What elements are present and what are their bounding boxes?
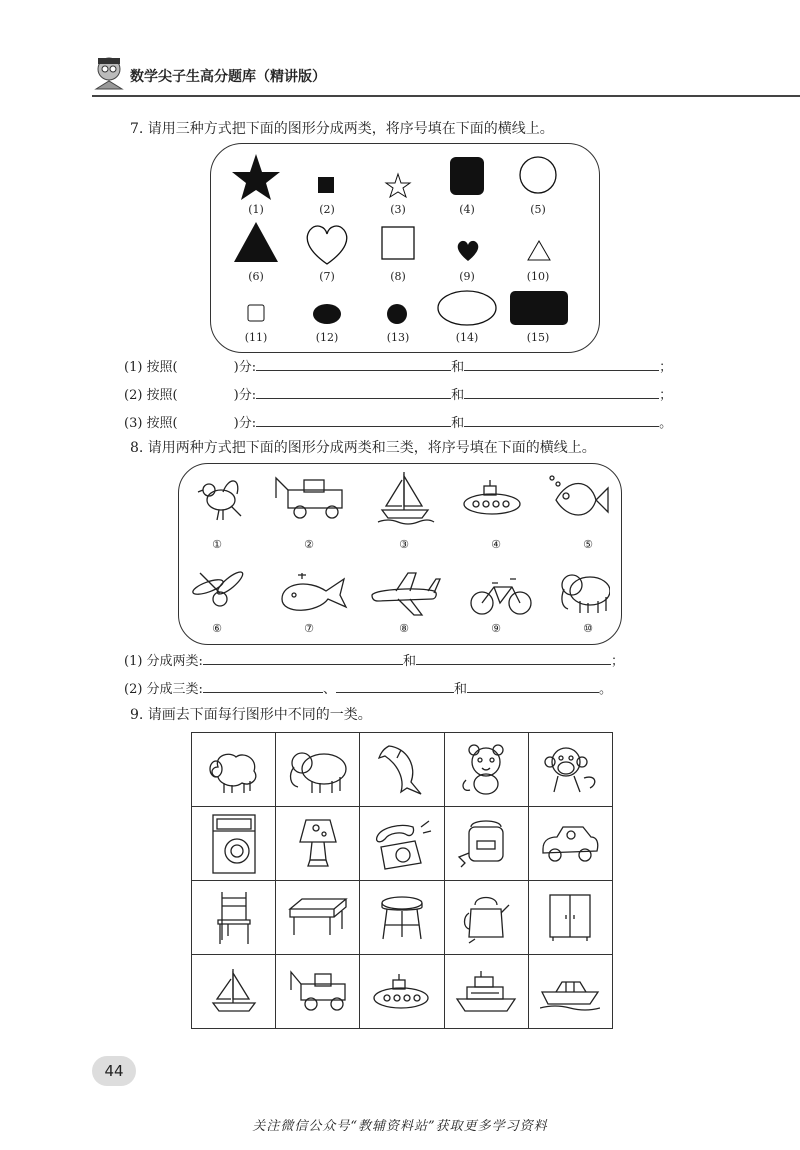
q7-label-11: (11) bbox=[244, 331, 268, 344]
q9-cell[interactable] bbox=[444, 881, 528, 955]
square-large-rounded-icon bbox=[450, 157, 484, 195]
triangle-small-outline-icon bbox=[528, 241, 550, 260]
q9-cell[interactable] bbox=[276, 733, 360, 807]
q8-answer-1: (1) 分成两类: 和 ； bbox=[124, 650, 624, 669]
q8-label-8: ⑧ bbox=[399, 622, 409, 635]
q7-answer-2-blank-b[interactable] bbox=[464, 384, 659, 399]
sailboat-icon bbox=[378, 472, 434, 524]
q9-row-animals bbox=[192, 733, 613, 807]
q9-cell[interactable] bbox=[276, 881, 360, 955]
q8-row1-pictures bbox=[190, 470, 610, 526]
q9-cell[interactable] bbox=[360, 807, 444, 881]
q7-label-12: (12) bbox=[315, 331, 339, 344]
q9-row-appliances bbox=[192, 807, 613, 881]
table-icon bbox=[286, 895, 350, 941]
q9-row-vehicles bbox=[192, 955, 613, 1029]
chair-icon bbox=[214, 890, 254, 946]
oval-small-icon bbox=[313, 304, 341, 324]
q7-label-3: (3) bbox=[390, 203, 406, 216]
q9-picture-grid bbox=[191, 732, 613, 1029]
q8-row2-pictures bbox=[190, 565, 610, 617]
q7-answer-2-blank-a[interactable] bbox=[256, 384, 451, 399]
q7-label-15: (15) bbox=[526, 331, 550, 344]
square-small-icon bbox=[318, 177, 334, 193]
q7-label-6: (6) bbox=[248, 270, 264, 283]
q9-cell[interactable] bbox=[444, 807, 528, 881]
q8-label-7: ⑦ bbox=[304, 622, 314, 635]
q8-label-5: ⑤ bbox=[583, 538, 593, 551]
q7-row2-shapes bbox=[230, 220, 570, 266]
q7-row1-shapes bbox=[230, 152, 570, 202]
telephone-icon bbox=[371, 817, 433, 871]
q8-prompt: 8. 请用两种方式把下面的图形分成两类和三类，将序号填在下面的横线上。 bbox=[130, 440, 596, 456]
mascot-icon bbox=[92, 55, 126, 91]
tow-truck-icon bbox=[276, 478, 342, 518]
whale-icon bbox=[282, 573, 346, 610]
sheep-icon bbox=[204, 745, 264, 795]
q7-label-14: (14) bbox=[455, 331, 479, 344]
dragonfly-icon bbox=[191, 569, 245, 606]
fish-icon bbox=[550, 476, 608, 515]
bicycle-icon bbox=[471, 579, 531, 614]
circle-small-icon bbox=[387, 304, 407, 324]
q8-label-4: ④ bbox=[491, 538, 501, 551]
q9-cell[interactable] bbox=[528, 955, 612, 1029]
airplane-icon bbox=[372, 573, 440, 615]
q8-answer-2: (2) 分成三类: 、 和 。 bbox=[124, 678, 612, 697]
speedboat-icon bbox=[540, 972, 600, 1012]
kettle-icon bbox=[461, 891, 511, 945]
q9-cell[interactable] bbox=[360, 955, 444, 1029]
q9-cell[interactable] bbox=[192, 807, 276, 881]
q7-label-7: (7) bbox=[319, 270, 335, 283]
square-tiny-outline-icon bbox=[248, 305, 264, 321]
q8-label-10: ⑩ bbox=[583, 622, 593, 635]
q8-answer-1-blank-a[interactable] bbox=[203, 650, 403, 665]
q7-answer-1: (1) 按照( )分: 和 ； bbox=[124, 356, 672, 375]
q7-label-4: (4) bbox=[459, 203, 475, 216]
heart-small-icon bbox=[458, 241, 479, 261]
stool-icon bbox=[377, 893, 427, 943]
footer-note: 关注微信公众号“教辅资料站”获取更多学习资料 bbox=[252, 1119, 548, 1134]
q7-answer-3: (3) 按照( )分: 和 。 bbox=[124, 412, 672, 431]
q7-label-8: (8) bbox=[390, 270, 406, 283]
square-outline-icon bbox=[382, 227, 414, 259]
q7-prompt: 7. 请用三种方式把下面的图形分成两类，将序号填在下面的横线上。 bbox=[130, 121, 554, 137]
q9-cell[interactable] bbox=[192, 881, 276, 955]
dolphin-icon bbox=[377, 742, 427, 798]
q9-cell[interactable] bbox=[360, 881, 444, 955]
q7-answer-1-blank-b[interactable] bbox=[464, 356, 659, 371]
lamp-icon bbox=[296, 816, 340, 872]
q8-answer-2-blank-a[interactable] bbox=[203, 678, 323, 693]
q7-label-5: (5) bbox=[530, 203, 546, 216]
submarine-icon bbox=[464, 480, 520, 514]
q8-answer-1-blank-b[interactable] bbox=[416, 650, 611, 665]
q8-label-1: ① bbox=[212, 538, 222, 551]
monkey-icon bbox=[540, 742, 600, 798]
q9-prompt: 9. 请画去下面每行图形中不同的一类。 bbox=[130, 707, 372, 723]
q9-cell[interactable] bbox=[360, 733, 444, 807]
q7-answer-3-blank-a[interactable] bbox=[256, 412, 451, 427]
q8-answer-2-blank-c[interactable] bbox=[467, 678, 599, 693]
heart-outline-icon bbox=[307, 226, 347, 264]
q9-cell[interactable] bbox=[276, 807, 360, 881]
ship-icon bbox=[455, 969, 517, 1015]
washing-machine-icon bbox=[209, 813, 259, 875]
q7-answer-3-blank-b[interactable] bbox=[464, 412, 659, 427]
q8-label-6: ⑥ bbox=[212, 622, 222, 635]
q7-answer-1-blank-a[interactable] bbox=[256, 356, 451, 371]
tiger-cub-icon bbox=[458, 742, 514, 798]
bird-icon bbox=[198, 481, 241, 520]
q8-label-9: ⑨ bbox=[491, 622, 501, 635]
elephant-icon bbox=[562, 575, 610, 613]
q7-label-9: (9) bbox=[459, 270, 475, 283]
q9-cell[interactable] bbox=[276, 955, 360, 1029]
q7-label-10: (10) bbox=[526, 270, 550, 283]
q9-cell[interactable] bbox=[528, 807, 612, 881]
page-header bbox=[92, 55, 800, 97]
q8-label-3: ③ bbox=[399, 538, 409, 551]
elephant-icon bbox=[286, 745, 350, 795]
q9-cell[interactable] bbox=[192, 733, 276, 807]
q7-label-2: (2) bbox=[319, 203, 335, 216]
circle-outline-icon bbox=[520, 157, 556, 193]
q7-row3-shapes bbox=[230, 288, 580, 328]
triangle-large-icon bbox=[234, 222, 278, 262]
q9-cell[interactable] bbox=[192, 955, 276, 1029]
cabinet-icon bbox=[547, 893, 593, 943]
q7-label-13: (13) bbox=[386, 331, 410, 344]
q9-cell[interactable] bbox=[528, 733, 612, 807]
tow-truck-icon bbox=[287, 970, 349, 1014]
oval-large-outline-icon bbox=[438, 291, 496, 325]
q8-label-2: ② bbox=[304, 538, 314, 551]
rectangle-large-icon bbox=[510, 291, 568, 325]
submarine-icon bbox=[371, 972, 433, 1012]
q9-cell[interactable] bbox=[528, 881, 612, 955]
q9-cell[interactable] bbox=[444, 955, 528, 1029]
star-small-outline-icon bbox=[386, 174, 410, 197]
q8-answer-2-blank-b[interactable] bbox=[336, 678, 454, 693]
sailboat-icon bbox=[211, 967, 257, 1017]
star-large-icon bbox=[232, 154, 280, 200]
rice-cooker-icon bbox=[455, 817, 517, 871]
toy-car-icon bbox=[539, 819, 601, 869]
page-number: 44 bbox=[92, 1056, 136, 1086]
q7-label-1: (1) bbox=[248, 203, 264, 216]
q9-row-furniture bbox=[192, 881, 613, 955]
header-title: 数学尖子生高分题库（精讲版） bbox=[130, 69, 326, 85]
q9-cell[interactable] bbox=[444, 733, 528, 807]
q7-answer-2: (2) 按照( )分: 和 ； bbox=[124, 384, 672, 403]
